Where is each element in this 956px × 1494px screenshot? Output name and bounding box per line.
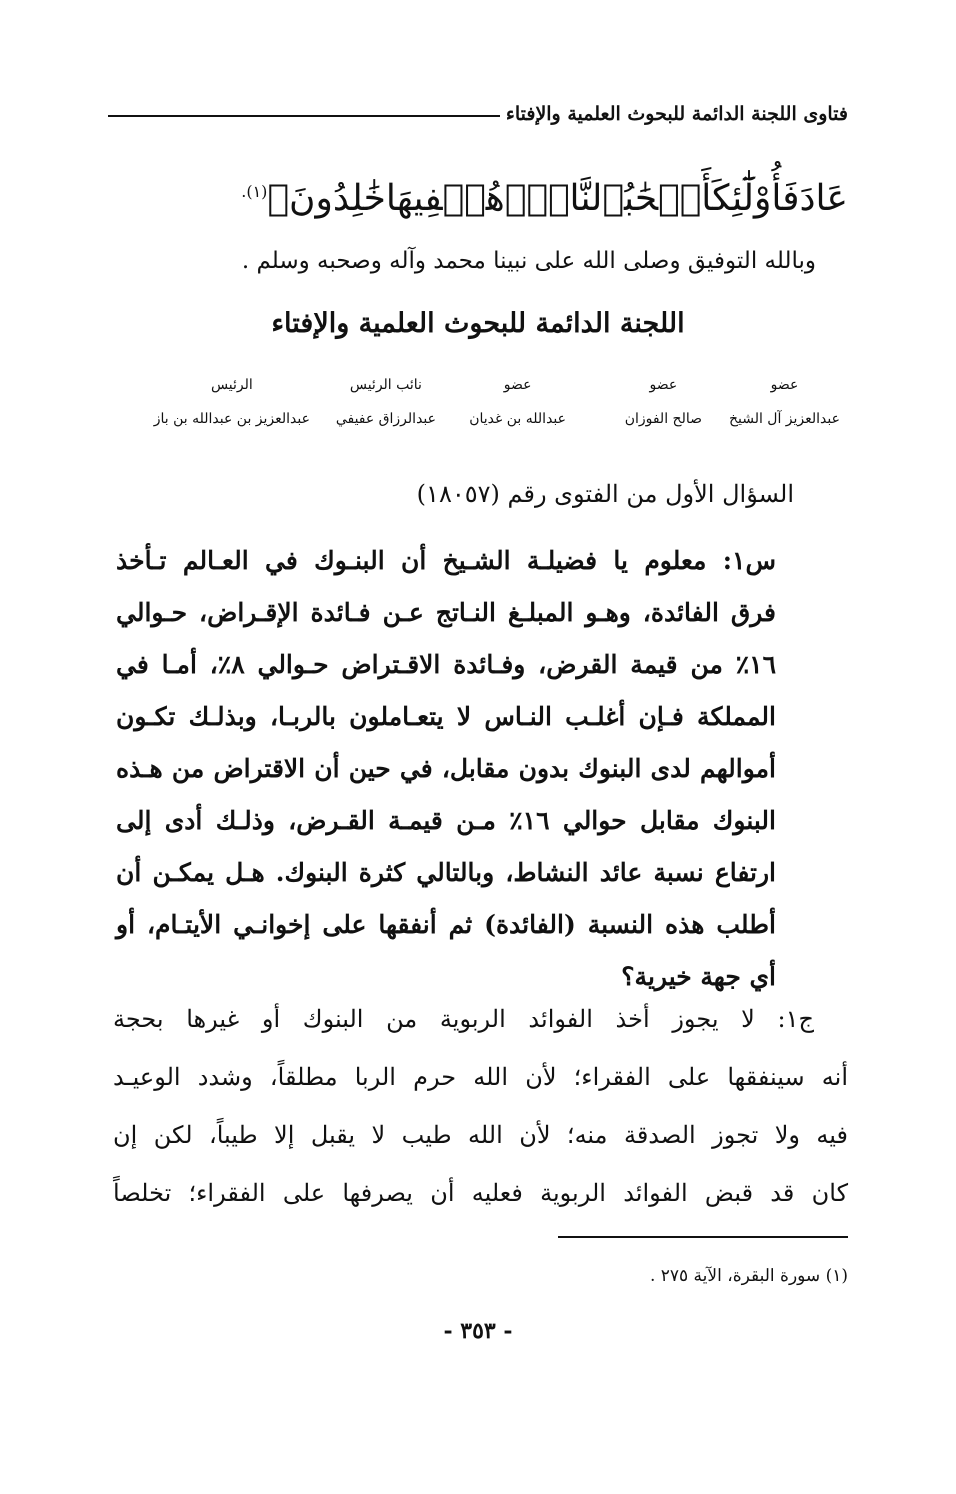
question-line: أموالهم لدى البنوك بدون مقابل، في حين أن الاقتراض من هـذه (116, 754, 776, 783)
signatory-name: صالح الفوزان (624, 411, 702, 427)
closing-prayer: وبالله التوفيق وصلى الله على نبينا محمد وآله وصحبه وسلم . (241, 248, 816, 274)
footnote-rule (558, 1236, 848, 1238)
signatory-5 (154, 368, 310, 436)
signatory-name: عبدالله بن غديان (469, 411, 566, 427)
signatory-role: عضو (503, 377, 532, 393)
header-rule (108, 115, 500, 117)
signatory-2 (625, 368, 702, 436)
question-line: س١: معلوم يا فضيلـة الشـيخ أن البنـوك في العـالم تـأخذ (116, 546, 776, 575)
quran-verse (108, 164, 848, 227)
quran-verse-text: عَادَفَأُوْلَٰٓئِكَأَصۡحَٰبُٱلنَّارِۖهُمۡفِيهَاخَٰلِدُونَ﴾ (267, 178, 848, 219)
signatory-name: عبدالرزاق عفيفي (335, 411, 436, 427)
answer-line: ج١: لا يجوز أخذ الفوائد الربوية من البنوك أو غيرها بحجة (113, 1005, 814, 1033)
question-block (116, 535, 776, 1003)
signatory-3 (469, 368, 566, 436)
signatory-role: عضو (770, 377, 799, 393)
question-line: أطلب هذه النسبة (الفائدة) ثم أنفقها على إخوانـي الأيتـام، أو (116, 910, 776, 939)
question-line: ١٦٪ من قيمة القرض، وفـائدة الاقـتراض حـوالي ٨٪، أمـا في (116, 650, 776, 679)
signatory-name: عبدالعزيز آل الشيخ (728, 411, 840, 427)
header-title: فتاوى اللجنة الدائمة للبحوث العلمية والإفتاء (505, 103, 848, 125)
footnote-marker: (١). (241, 182, 268, 201)
signatory-role: عضو (649, 377, 678, 393)
committee-title: اللجنة الدائمة للبحوث العلمية والإفتاء (271, 308, 685, 339)
signatory-1 (729, 368, 840, 436)
signatory-role: نائب الرئيس (349, 377, 422, 393)
signatory-4 (336, 368, 436, 436)
page-number: - ٣٥٣ - (443, 1318, 513, 1344)
signatory-role: الرئيس (210, 377, 253, 393)
answer-line: أنه سينفقها على الفقراء؛ لأن الله حرم الربا مطلقاً، وشدد الوعيـد (113, 1063, 848, 1091)
question-line: أي جهة خيرية؟ (621, 962, 776, 991)
question-line: فرق الفائدة، وهـو المبلـغ النـاتج عـن فـائدة الإقـراض، حـوالي (116, 598, 776, 627)
question-line: ارتفاع نسبة عائد النشاط، وبالتالي كثرة البنوك. هـل يمكـن أن (116, 858, 776, 887)
signatory-name: عبدالعزيز بن عبدالله بن باز (153, 411, 310, 427)
footnote: (١) سورة البقرة، الآية ٢٧٥ . (649, 1266, 848, 1286)
answer-block (113, 990, 848, 1222)
fatwa-heading: السؤال الأول من الفتوى رقم (١٨٠٥٧) (416, 480, 794, 508)
question-line: البنوك مقابل حوالي ١٦٪ مـن قيمـة القـرض، وذلـك أدى إلى (116, 806, 776, 835)
answer-line: فيه ولا تجوز الصدقة منه؛ لأن الله طيب لا يقبل إلا طيباً، لكن إن (113, 1121, 848, 1149)
running-header (108, 96, 848, 132)
question-line: المملكة فـإن أغلـب النـاس لا يتعـاملون بالربـا، وبذلـك تكـون (116, 702, 776, 731)
answer-line: كان قد قبض الفوائد الربوية فعليه أن يصرفها على الفقراء؛ تخلصاً (113, 1179, 848, 1207)
